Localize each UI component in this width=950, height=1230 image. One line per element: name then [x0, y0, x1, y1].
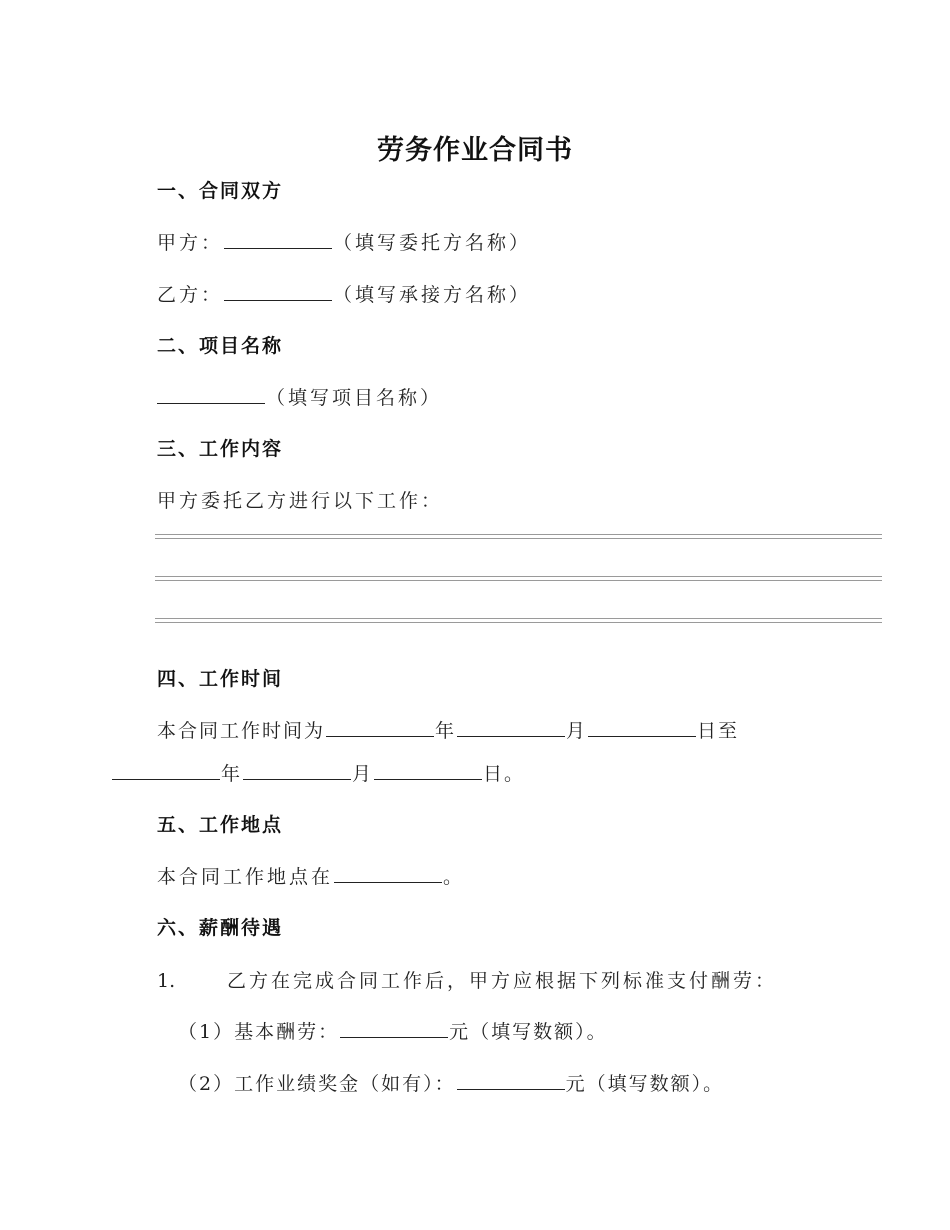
section-heading-time: 四、工作时间: [157, 668, 284, 690]
pay-item-text: 乙方在完成合同工作后，甲方应根据下列标准支付酬劳：: [227, 970, 778, 992]
time-line-1: [157, 716, 739, 743]
party-a-hint: （填写委托方名称）: [333, 232, 532, 254]
end-year-label: 年: [221, 763, 243, 785]
end-year-blank: [112, 760, 220, 780]
section-heading-content: 三、工作内容: [157, 438, 284, 460]
end-day-label: 日。: [483, 763, 526, 785]
content-line-1: [155, 534, 882, 539]
party-a-line: [157, 228, 531, 255]
start-year-blank: [326, 717, 434, 737]
location-prefix: 本合同工作地点在: [157, 866, 334, 888]
location-end: 。: [443, 866, 466, 888]
section-heading-parties: 一、合同双方: [157, 180, 284, 202]
project-blank: [157, 384, 265, 404]
content-intro: 甲方委托乙方进行以下工作：: [157, 490, 444, 512]
party-b-line: [157, 280, 531, 307]
end-month-blank: [243, 760, 351, 780]
end-month-label: 月: [352, 763, 374, 785]
location-blank: [334, 863, 442, 883]
project-hint: （填写项目名称）: [266, 387, 443, 409]
bonus-blank: [457, 1070, 565, 1090]
base-pay-label: （1）基本酬劳：: [178, 1021, 340, 1043]
pay-item-1: [157, 966, 777, 993]
start-day-blank: [588, 717, 696, 737]
location-line: [157, 862, 465, 889]
start-year-label: 年: [435, 720, 457, 742]
document-title: 劳务作业合同书: [377, 135, 573, 166]
party-a-blank: [224, 229, 332, 249]
bonus-label: （2）工作业绩奖金（如有）：: [178, 1073, 456, 1095]
content-line-3: [155, 618, 882, 623]
project-line: [157, 383, 442, 410]
start-month-blank: [457, 717, 565, 737]
party-b-hint: （填写承接方名称）: [333, 284, 532, 306]
pay-item-number: 1.: [157, 970, 176, 992]
pay-sub-2: [178, 1069, 724, 1096]
end-day-blank: [374, 760, 482, 780]
section-heading-pay: 六、薪酬待遇: [157, 917, 284, 939]
section-heading-location: 五、工作地点: [157, 814, 284, 836]
section-heading-project: 二、项目名称: [157, 335, 284, 357]
start-day-label: 日至: [697, 720, 740, 742]
start-month-label: 月: [566, 720, 588, 742]
bonus-end: 元（填写数额）。: [565, 1073, 725, 1095]
content-line-2: [155, 576, 882, 581]
time-prefix: 本合同工作时间为: [157, 720, 326, 742]
party-a-label: 甲方：: [157, 232, 224, 254]
time-line-2: [112, 759, 525, 786]
base-pay-end: 元（填写数额）。: [449, 1021, 608, 1043]
base-pay-blank: [340, 1018, 448, 1038]
party-b-label: 乙方：: [157, 284, 224, 306]
pay-sub-1: [178, 1017, 608, 1044]
party-b-blank: [224, 281, 332, 301]
